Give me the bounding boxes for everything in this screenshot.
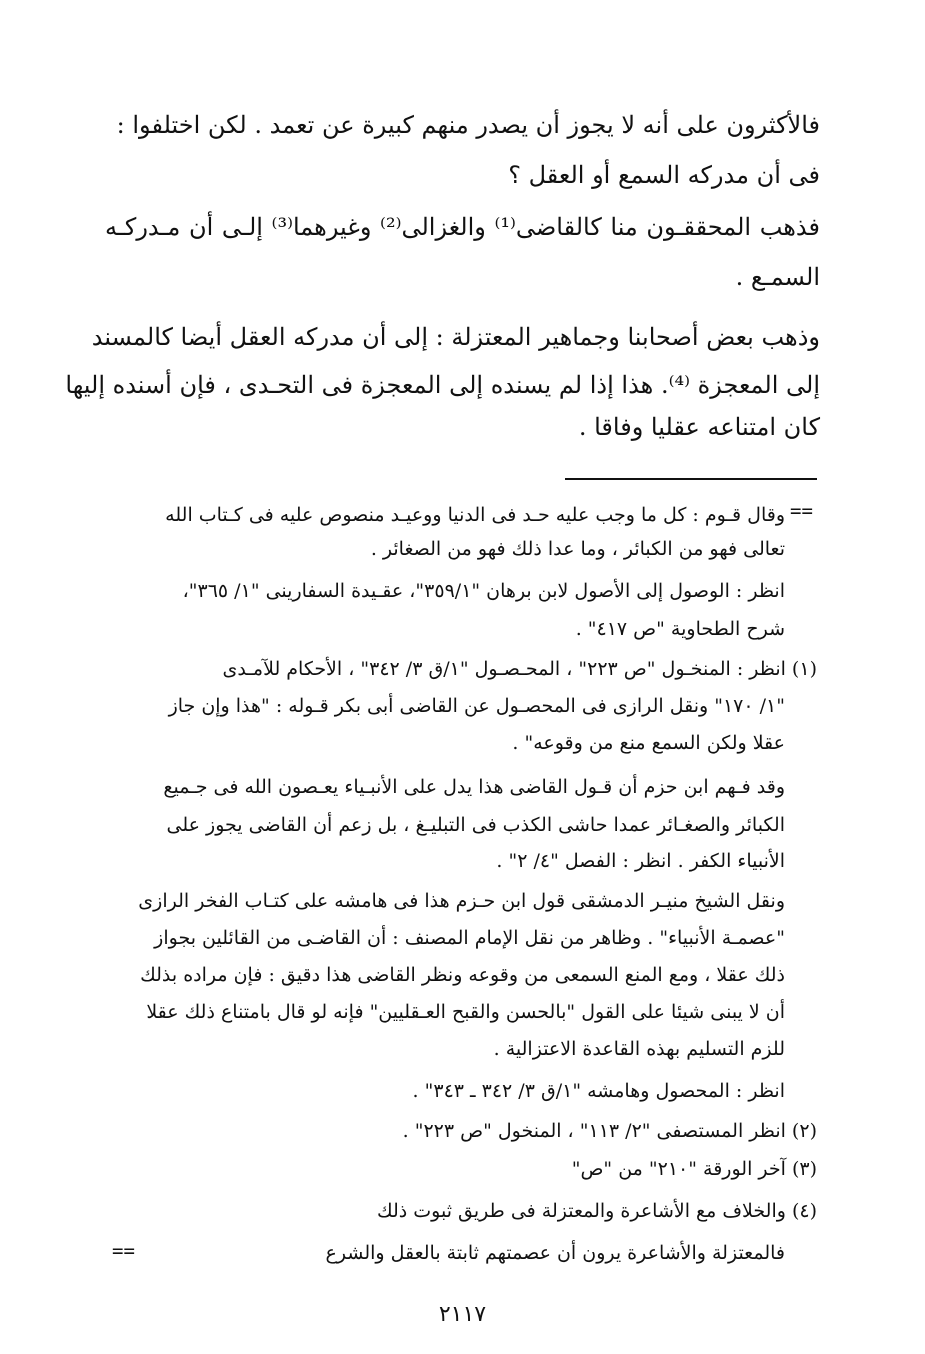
- body-line: إلى المعجزة ⁽⁴⁾. هذا إذا لم يسنده إلى المعجزة فى التحـدى ، فإن أسنده إليها: [65, 371, 820, 399]
- footnote-line: ذلك عقلا ، ومع المنع السمعى من وقوعه ونظر القاضى هذا دقيق : فإن مراده بذلك: [140, 964, 785, 986]
- footnote-4: (٤) والخلاف مع الأشاعرة والمعتزلة فى طريق ثبوت ذلك: [376, 1200, 817, 1222]
- footnote-line: "عصمـة الأنبياء" . وظاهر من نقل الإمام المصنف : أن القاضـى من القائلين بجواز: [154, 927, 785, 949]
- footnote-line: وقد فـهم ابن حزم أن قـول القاضى هذا يدل على الأنبـياء يعـصون الله فى جـميع: [163, 776, 785, 798]
- footnote-line: عقلا ولكن السمع منع من وقوعه" .: [512, 732, 785, 754]
- footnote-line: انظر : الوصول إلى الأصول لابن برهان "٣٥٩/١"، عقـيدة السفارينى "١/ ٣٦٥"،: [182, 580, 785, 602]
- body-line: فالأكثرون على أنه لا يجوز أن يصدر منهم كبيرة عن تعمد . لكن اختلفوا :: [116, 111, 820, 139]
- footnote-line: أن لا يبنى شيئا على القول "بالحسن والقبح العـقليين" فإنه لو قال بامتناع ذلك عقلا: [146, 1001, 785, 1023]
- footnote-separator: [565, 478, 817, 480]
- page-number: ٢١١٧: [438, 1302, 487, 1327]
- footnote-1: (١) انظر : المنخـول "ص ٢٢٣" ، المحـصـول "١/ق ٣/ ٣٤٢" ، الأحكام للآمـدى: [222, 658, 817, 680]
- footnote-line: الأنبياء الكفر . انظر : الفصل "٤/ ٢" .: [496, 850, 785, 872]
- footnote-line: فالمعتزلة والأشاعرة يرون أن عصمتهم ثابتة بالعقل والشرع: [325, 1242, 785, 1264]
- body-line: فى أن مدركه السمع أو العقل ؟: [508, 161, 820, 189]
- footnote-line: تعالى فهو من الكبائر ، وما عدا ذلك فهو من الصغائر .: [370, 538, 785, 560]
- continuation-mark: ==: [790, 500, 813, 522]
- footnote-line: الكبائر والصغـائر عمدا حاشى الكذب فى التبليـغ ، بل زعم أن القاضى يجوز على: [166, 814, 785, 836]
- footnote-line: "١/ ١٧٠" ونقل الرازى فى المحصـول عن القاضى أبى بكر قـوله : "هذا وإن جاز: [168, 695, 785, 717]
- footnote-2: (٢) انظر المستصفى "٢/ ١١٣" ، المنخول "ص ٢٢٣" .: [402, 1120, 817, 1142]
- footnote-line: وقال قـوم : كل ما وجب عليه حـد فى الدنيا ووعيـد منصوص عليه فى كـتاب الله: [165, 504, 785, 526]
- body-line: وذهب بعض أصحابنا وجماهير المعتزلة : إلى أن مدركه العقل أيضا كالمسند: [91, 323, 820, 351]
- footnote-line: للزم التسليم بهذه القاعدة الاعتزالية .: [493, 1038, 785, 1060]
- footnote-line: ونقل الشيخ منيـر الدمشقى قول ابن حـزم هذا فى هامشه على كتـاب الفخر الرازى: [138, 890, 785, 912]
- footnote-line: شرح الطحاوية "ص ٤١٧" .: [575, 618, 785, 640]
- footnote-3: (٣) آخر الورقة "٢١٠" من "ص": [571, 1158, 817, 1180]
- body-line: كان امتناعه عقليا وفاقا .: [578, 413, 820, 441]
- footnote-line: انظر : المحصول وهامشه "١/ق ٣/ ٣٤٢ ـ ٣٤٣" .: [412, 1080, 785, 1102]
- body-line: السمـع .: [735, 263, 820, 291]
- continuation-mark-bottom: ==: [112, 1240, 135, 1262]
- body-line: فذهب المحققـون منا كالقاضى⁽¹⁾ والغزالى⁽²⁾ وغيرهما⁽³⁾ إلـى أن مـدركـه: [105, 213, 820, 241]
